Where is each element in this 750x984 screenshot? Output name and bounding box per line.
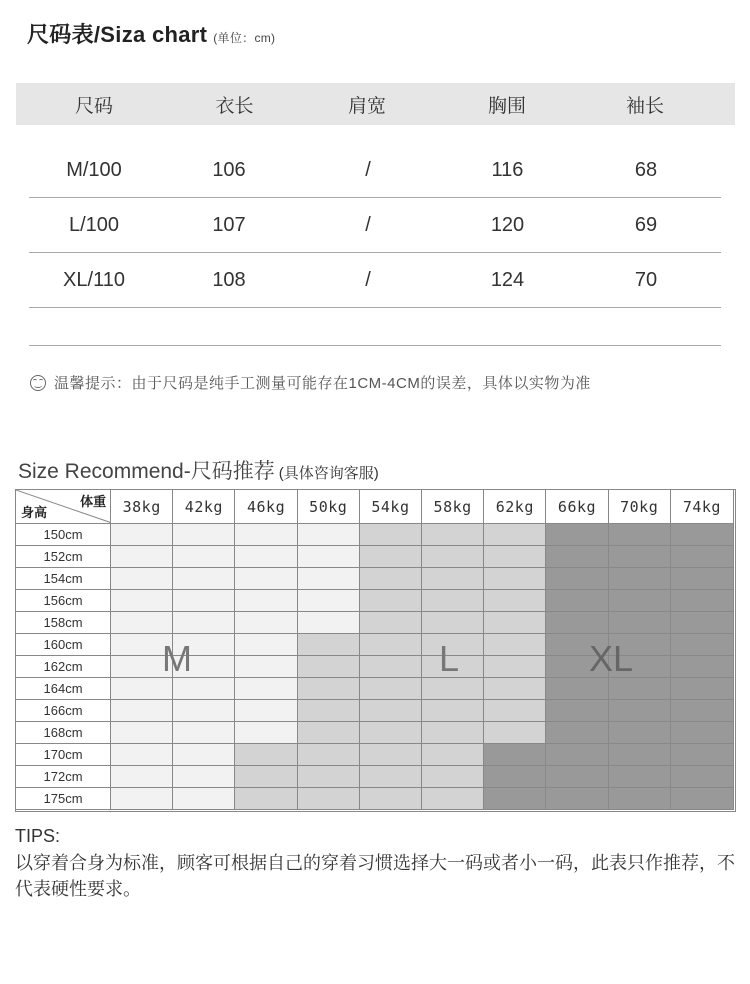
height-label: 158cm — [16, 612, 111, 634]
grid-corner — [16, 490, 111, 524]
size-zone-cell — [111, 678, 173, 700]
column-header: 肩宽 — [347, 95, 386, 117]
size-zone-cell — [111, 634, 173, 656]
size-zone-cell — [608, 766, 670, 788]
size-zone-cell — [297, 590, 359, 612]
size-zone-cell — [111, 656, 173, 678]
page-title — [27, 18, 275, 49]
column-header: 尺码 — [74, 95, 113, 117]
size-zone-cell — [670, 744, 733, 766]
size-zone-cell — [670, 678, 733, 700]
size-zone-cell — [173, 634, 235, 656]
table-row — [16, 634, 734, 656]
size-zone-cell — [173, 788, 235, 810]
size-zone-cell — [297, 766, 359, 788]
size-zone-cell — [235, 678, 297, 700]
table-row — [16, 678, 734, 700]
size-zone-cell — [422, 722, 484, 744]
size-zone-cell — [359, 656, 421, 678]
size-zone-cell — [670, 722, 733, 744]
size-zone-cell — [359, 612, 421, 634]
height-label: 154cm — [16, 568, 111, 590]
size-zone-cell — [111, 568, 173, 590]
size-zone-cell — [608, 634, 670, 656]
height-label: 168cm — [16, 722, 111, 744]
zone-label-l: L — [439, 638, 460, 679]
size-zone-cell — [484, 656, 546, 678]
size-zone-cell — [359, 524, 421, 546]
table-cell: 107 — [212, 213, 246, 236]
weight-header: 74kg — [670, 490, 733, 524]
size-zone-cell — [422, 568, 484, 590]
table-cell: XL/110 — [63, 268, 125, 291]
size-zone-cell — [297, 524, 359, 546]
table-cell: / — [365, 213, 371, 236]
weight-header-row — [16, 490, 734, 524]
size-zone-cell — [484, 744, 546, 766]
table-row — [16, 568, 734, 590]
table-cell: 106 — [212, 158, 246, 181]
size-zone-cell — [359, 700, 421, 722]
size-zone-cell — [422, 766, 484, 788]
smile-icon — [30, 375, 46, 391]
weight-header: 42kg — [173, 490, 235, 524]
weight-header: 70kg — [608, 490, 670, 524]
size-zone-cell — [422, 590, 484, 612]
size-zone-cell — [359, 634, 421, 656]
size-zone-cell — [235, 722, 297, 744]
size-chart-header — [16, 83, 735, 125]
size-zone-cell — [111, 744, 173, 766]
size-zone-cell — [111, 546, 173, 568]
height-label: 166cm — [16, 700, 111, 722]
size-zone-cell — [608, 700, 670, 722]
size-zone-cell — [608, 744, 670, 766]
size-zone-cell — [359, 546, 421, 568]
size-zone-cell — [359, 788, 421, 810]
tip-text: 温馨提示：由于尺码是纯手工测量可能存在1CM-4CM的误差，具体以实物为准 — [54, 375, 591, 392]
size-zone-cell — [484, 766, 546, 788]
size-zone-cell — [173, 590, 235, 612]
table-cell: M/100 — [66, 158, 122, 181]
size-zone-cell — [297, 788, 359, 810]
size-zone-cell — [297, 634, 359, 656]
size-zone-cell — [670, 700, 733, 722]
size-zone-cell — [235, 590, 297, 612]
size-zone-cell — [484, 788, 546, 810]
column-header: 衣长 — [215, 95, 254, 117]
size-zone-cell — [546, 546, 608, 568]
size-zone-cell — [111, 788, 173, 810]
size-zone-cell — [422, 524, 484, 546]
size-zone-cell — [546, 590, 608, 612]
height-label: 150cm — [16, 524, 111, 546]
table-cell: 120 — [490, 213, 525, 236]
size-zone-cell — [359, 722, 421, 744]
size-zone-cell — [297, 744, 359, 766]
height-label: 152cm — [16, 546, 111, 568]
recommend-title — [18, 455, 379, 485]
column-header: 袖长 — [625, 95, 664, 117]
size-zone-cell — [422, 700, 484, 722]
size-zone-cell — [608, 656, 670, 678]
size-zone-cell — [546, 766, 608, 788]
size-zone-cell — [173, 722, 235, 744]
height-label: 156cm — [16, 590, 111, 612]
size-zone-cell — [297, 722, 359, 744]
size-zone-cell — [173, 744, 235, 766]
weight-header: 46kg — [235, 490, 297, 524]
size-zone-cell — [297, 612, 359, 634]
size-zone-cell — [297, 546, 359, 568]
size-zone-cell — [422, 634, 484, 656]
tips-section — [15, 823, 740, 902]
size-zone-cell — [422, 744, 484, 766]
size-zone-cell — [546, 612, 608, 634]
size-zone-cell — [111, 590, 173, 612]
size-zone-cell — [173, 678, 235, 700]
size-zone-cell — [484, 700, 546, 722]
table-row — [29, 198, 721, 253]
height-label: 164cm — [16, 678, 111, 700]
size-zone-cell — [670, 656, 733, 678]
table-row — [16, 612, 734, 634]
size-zone-cell — [111, 722, 173, 744]
table-row — [16, 788, 734, 810]
weight-header: 66kg — [546, 490, 608, 524]
size-zone-cell — [546, 678, 608, 700]
weight-header: 38kg — [111, 490, 173, 524]
size-zone-cell — [670, 568, 733, 590]
recommend-heading: Size Recommend-尺码推荐 — [18, 460, 275, 483]
height-label: 170cm — [16, 744, 111, 766]
recommend-subtitle: (具体咨询客服) — [278, 465, 379, 482]
table-cell: L/100 — [68, 213, 120, 236]
table-cell: 70 — [634, 268, 658, 291]
size-zone-cell — [670, 524, 733, 546]
size-zone-cell — [608, 612, 670, 634]
size-zone-cell — [608, 678, 670, 700]
size-zone-cell — [235, 766, 297, 788]
size-zone-cell — [546, 568, 608, 590]
size-zone-cell — [670, 590, 733, 612]
table-row — [16, 590, 734, 612]
size-zone-cell — [235, 700, 297, 722]
size-zone-cell — [111, 700, 173, 722]
size-zone-cell — [235, 546, 297, 568]
size-zone-cell — [546, 634, 608, 656]
size-zone-cell — [235, 568, 297, 590]
size-zone-cell — [297, 656, 359, 678]
weight-header: 62kg — [484, 490, 546, 524]
size-zone-cell — [608, 568, 670, 590]
size-zone-cell — [546, 788, 608, 810]
size-zone-cell — [173, 568, 235, 590]
size-zone-cell — [608, 722, 670, 744]
table-cell: 124 — [490, 268, 525, 291]
height-label: 160cm — [16, 634, 111, 656]
unit-note: (单位：cm) — [213, 31, 276, 45]
size-zone-cell — [297, 568, 359, 590]
table-cell: / — [365, 268, 371, 291]
table-cell: 69 — [634, 213, 658, 236]
size-zone-cell — [608, 524, 670, 546]
table-row — [16, 722, 734, 744]
table-row — [29, 253, 721, 308]
size-zone-cell — [235, 634, 297, 656]
weight-header: 50kg — [297, 490, 359, 524]
weight-axis-label: 体重 — [80, 494, 107, 509]
table-row — [16, 546, 734, 568]
table-cell: 68 — [634, 158, 658, 181]
table-row — [16, 766, 734, 788]
size-zone-cell — [484, 524, 546, 546]
size-zone-cell — [359, 568, 421, 590]
size-zone-cell — [670, 634, 733, 656]
size-zone-cell — [235, 524, 297, 546]
zone-label-m: M — [162, 638, 192, 679]
size-zone-cell — [670, 766, 733, 788]
size-zone-cell — [670, 612, 733, 634]
size-zone-cell — [546, 744, 608, 766]
size-zone-cell — [608, 788, 670, 810]
size-zone-cell — [173, 700, 235, 722]
size-zone-cell — [235, 612, 297, 634]
table-cell: / — [365, 158, 371, 181]
size-chart-table — [16, 83, 735, 308]
size-zone-cell — [546, 700, 608, 722]
size-zone-cell — [670, 546, 733, 568]
size-zone-cell — [608, 546, 670, 568]
size-zone-cell — [111, 524, 173, 546]
size-zone-cell — [546, 722, 608, 744]
chart-title: 尺码表/Siza chart — [27, 22, 208, 47]
size-zone-cell — [422, 546, 484, 568]
recommend-table — [15, 489, 734, 810]
size-zone-cell — [235, 788, 297, 810]
size-zone-cell — [359, 590, 421, 612]
size-zone-cell — [359, 678, 421, 700]
table-row — [16, 744, 734, 766]
size-zone-cell — [173, 612, 235, 634]
size-zone-cell — [422, 656, 484, 678]
size-recommend-grid — [15, 489, 736, 812]
height-label: 162cm — [16, 656, 111, 678]
table-row — [16, 700, 734, 722]
weight-header: 54kg — [359, 490, 421, 524]
measurement-tip — [30, 372, 591, 393]
size-zone-cell — [484, 634, 546, 656]
height-label: 175cm — [16, 788, 111, 810]
size-zone-cell — [297, 700, 359, 722]
size-zone-cell — [422, 678, 484, 700]
size-zone-cell — [111, 766, 173, 788]
column-header: 胸围 — [487, 95, 526, 117]
size-zone-cell — [608, 590, 670, 612]
size-zone-cell — [173, 524, 235, 546]
weight-header: 58kg — [422, 490, 484, 524]
size-zone-cell — [484, 590, 546, 612]
size-zone-cell — [484, 722, 546, 744]
table-cell: 108 — [212, 268, 246, 291]
size-zone-cell — [173, 656, 235, 678]
size-zone-cell — [359, 766, 421, 788]
size-zone-cell — [422, 788, 484, 810]
zone-label-xl: XL — [589, 638, 634, 679]
size-zone-cell — [297, 678, 359, 700]
height-label: 172cm — [16, 766, 111, 788]
size-zone-cell — [484, 612, 546, 634]
size-zone-cell — [484, 678, 546, 700]
table-row — [16, 524, 734, 546]
size-zone-cell — [422, 612, 484, 634]
size-zone-cell — [173, 766, 235, 788]
size-zone-cell — [235, 656, 297, 678]
size-zone-cell — [484, 568, 546, 590]
table-row — [16, 656, 734, 678]
size-zone-cell — [173, 546, 235, 568]
tips-label: TIPS: — [15, 826, 61, 846]
size-zone-cell — [235, 744, 297, 766]
table-row — [29, 143, 721, 198]
table-cell: 116 — [491, 158, 524, 181]
size-zone-cell — [111, 612, 173, 634]
size-zone-cell — [484, 546, 546, 568]
height-axis-label: 身高 — [21, 505, 48, 520]
size-zone-cell — [670, 788, 733, 810]
size-zone-cell — [359, 744, 421, 766]
divider — [29, 345, 721, 346]
tips-text: 以穿着合身为标准，顾客可根据自己的穿着习惯选择大一码或者小一码，此表只作推荐，不代表硬性要求。 — [15, 853, 735, 899]
size-zone-cell — [546, 524, 608, 546]
size-zone-cell — [546, 656, 608, 678]
